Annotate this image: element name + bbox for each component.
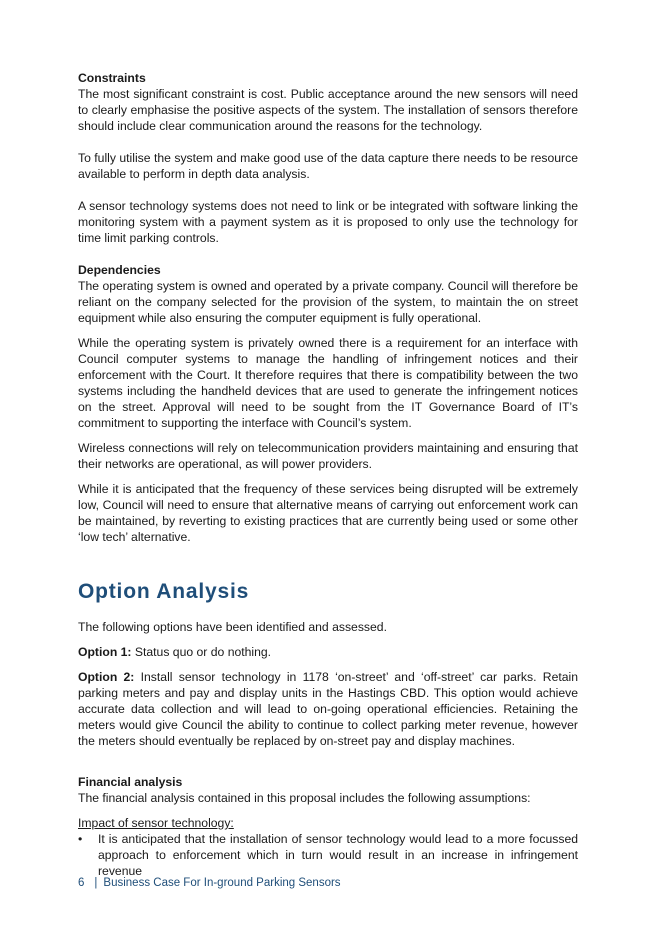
option-1-label: Option 1:	[78, 645, 132, 659]
dependencies-heading: Dependencies	[78, 263, 161, 277]
constraints-paragraph-1: The most significant constraint is cost. Public acceptance around the new sensors will need to clearly emphasise the positive aspects of the system. The installation of sensors therefore should include clear communication around the reasons for the technology.	[78, 87, 578, 133]
financial-subheading: Impact of sensor technology:	[78, 816, 234, 830]
page-footer	[78, 877, 341, 889]
bullet-text: It is anticipated that the installation of sensor technology would lead to a more focussed approach to enforcement which in turn would result in an increase in infringement revenue	[98, 832, 578, 878]
constraints-paragraph-2: To fully utilise the system and make good use of the data capture there needs to be resource available to perform in depth data analysis.	[78, 151, 578, 181]
dependencies-paragraph-1: The operating system is owned and operated by a private company. Council will therefore be reliant on the company selected for the provision of the system, to maintain the on street equipment while also ensuring the computer equipment is fully operational.	[78, 279, 578, 325]
constraints-heading: Constraints	[78, 71, 146, 85]
dependencies-paragraph-4: While it is anticipated that the frequency of these services being disrupted will be extremely low, Council will need to ensure that alternative means of carrying out enforcement work can be maintained, by reverting to existing practices that are currently being used or some other ‘low tech’ alternative.	[78, 482, 578, 544]
option-2-text: Install sensor technology in 1178 ‘on-street’ and ‘off-street’ car parks. Retain parking meters and pay and display units in the Hastings CBD. This option would achieve accurate data collection and will lead to on-going operational efficiencies. Retaining the meters would give Council the ability to continue to collect parking meter revenue, however the meters should eventually be replaced by on-street pay and display machines.	[78, 670, 578, 748]
dependencies-paragraph-2: While the operating system is privately owned there is a requirement for an interface with Council computer systems to manage the handling of infringement notices and their enforcement with the Court. It therefore requires that there is compatibility between the two systems including the handheld devices that are used to generate the infringement notices on the street. Approval will need to be sought from the IT Governance Board of IT’s commitment to supporting the interface with Council’s system.	[78, 336, 578, 430]
bullet-item	[78, 831, 578, 879]
option-1-text: Status quo or do nothing.	[131, 645, 272, 659]
option-analysis-intro: The following options have been identified and assessed.	[78, 620, 387, 634]
footer-separator: |	[94, 877, 98, 889]
bullet-dot: •	[78, 832, 83, 846]
constraints-paragraph-3: A sensor technology systems does not need to link or be integrated with software linking the monitoring system with a payment system as it is proposed to only use the technology for time limit parking controls.	[78, 199, 578, 245]
page-number: 6	[78, 877, 85, 889]
document-page	[78, 70, 578, 879]
financial-heading: Financial analysis	[78, 775, 183, 789]
option-analysis-title: Option Analysis	[78, 580, 250, 603]
financial-intro: The financial analysis contained in this proposal includes the following assumptions:	[78, 791, 531, 805]
dependencies-paragraph-3: Wireless connections will rely on telecommunication providers maintaining and ensuring that their networks are operational, as will power providers.	[78, 441, 578, 471]
option-1	[78, 644, 578, 660]
footer-doc-title: Business Case For In-ground Parking Sensors	[103, 877, 341, 889]
option-2	[78, 669, 578, 749]
option-2-label: Option 2:	[78, 670, 135, 684]
